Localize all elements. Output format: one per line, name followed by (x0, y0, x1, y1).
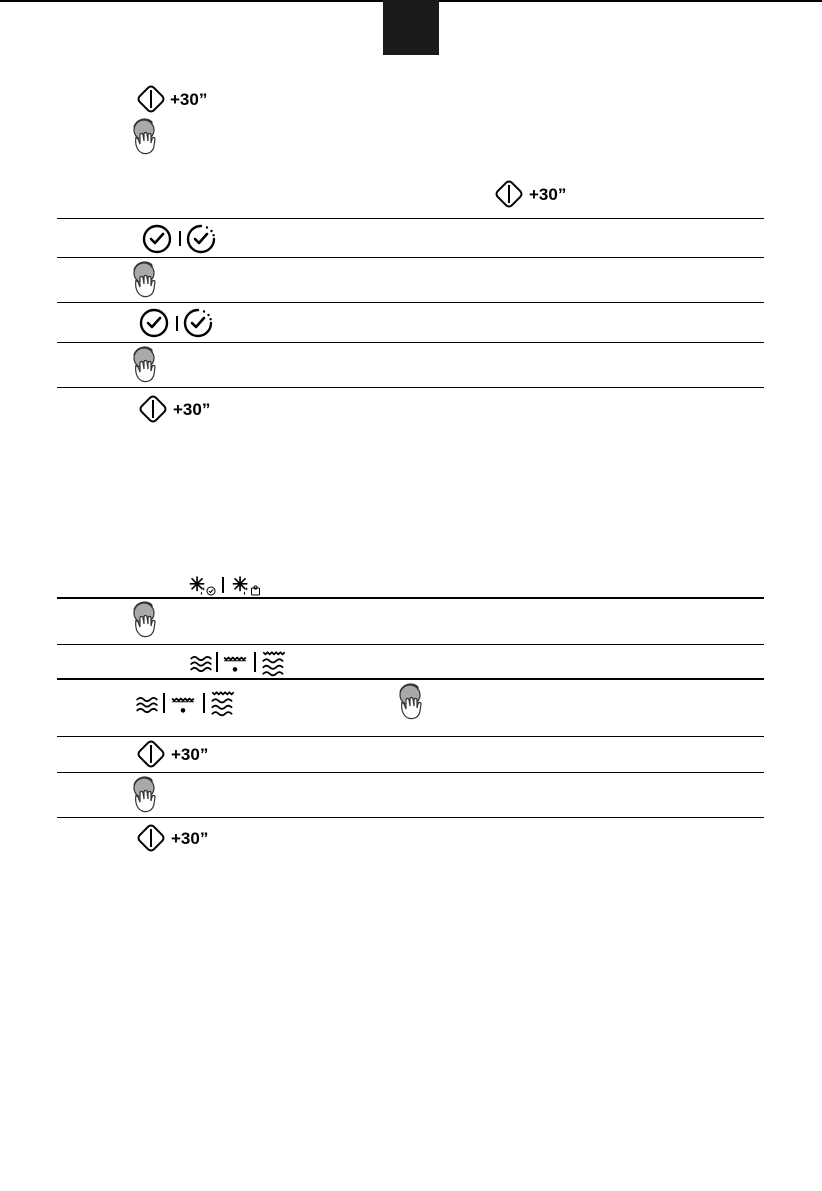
plus-30-label: +30” (173, 400, 211, 419)
microwave-waves-icon (135, 694, 159, 716)
grill-icon (222, 653, 248, 675)
table-divider (57, 772, 764, 773)
table-divider (57, 678, 764, 680)
grill-icon (170, 694, 196, 716)
start-diamond-icon (136, 392, 170, 426)
table-divider (57, 817, 764, 818)
separator (254, 652, 256, 672)
table-divider (57, 387, 764, 388)
plus-30-label: +30” (171, 829, 209, 848)
knob-turn-hand-icon (124, 345, 164, 389)
separator (203, 693, 205, 713)
plus-30-label: +30” (170, 90, 208, 109)
separator (176, 316, 178, 331)
check-circle-icon (141, 223, 173, 255)
knob-turn-hand-icon (124, 775, 164, 819)
separator (216, 652, 218, 672)
clock-badge-icon (206, 586, 216, 596)
start-diamond-icon (134, 821, 168, 855)
knob-turn-hand-icon (124, 117, 164, 161)
separator (222, 577, 224, 593)
knob-turn-hand-icon (124, 260, 164, 304)
check-circle-timer-icon (182, 307, 214, 339)
start-diamond-icon (134, 82, 168, 116)
start-diamond-icon (492, 177, 526, 211)
table-divider (57, 257, 764, 258)
knob-turn-hand-icon (124, 600, 164, 644)
grill-microwave-icon (261, 648, 287, 678)
knob-turn-hand-icon (390, 682, 430, 726)
plus-30-label: +30” (529, 185, 567, 204)
table-divider (57, 302, 764, 303)
weight-badge-icon (250, 585, 261, 596)
check-circle-icon (138, 307, 170, 339)
language-tab (383, 0, 439, 55)
table-divider (57, 342, 764, 343)
separator (163, 693, 165, 713)
plus-30-label: +30” (171, 745, 209, 764)
table-divider (57, 644, 764, 645)
table-divider (57, 597, 764, 599)
separator (179, 231, 181, 246)
microwave-waves-icon (189, 653, 213, 675)
check-circle-timer-icon (185, 223, 217, 255)
start-diamond-icon (134, 737, 168, 771)
grill-microwave-icon (210, 688, 236, 718)
table-divider (57, 218, 764, 219)
